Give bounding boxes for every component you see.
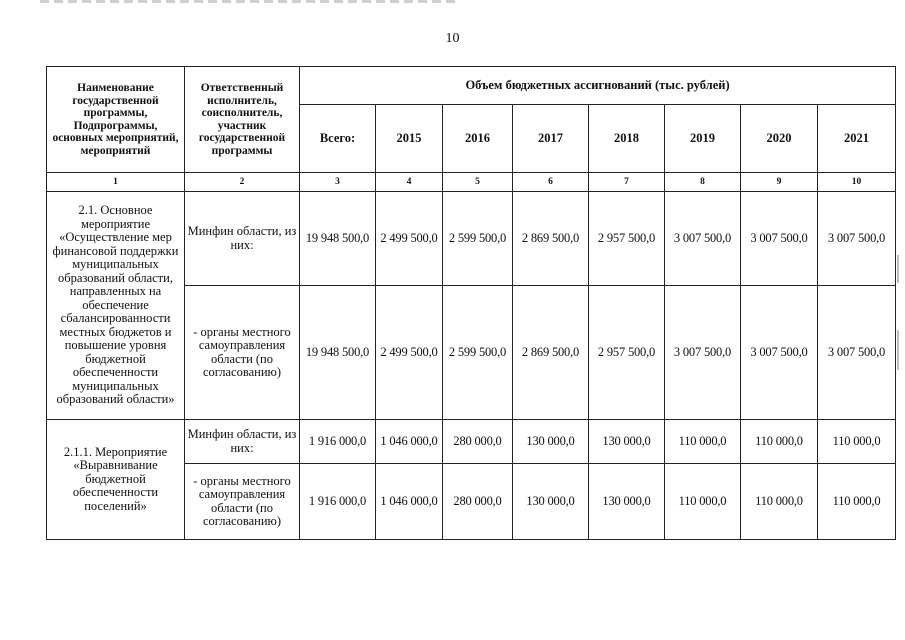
index-cell: 8 — [665, 173, 741, 192]
header-year: 2017 — [513, 105, 589, 173]
responsible-cell: Минфин области, из них: — [185, 420, 300, 464]
header-responsible: Ответственный исполнитель, соисполнитель, участник государственной программы — [185, 67, 300, 173]
scan-artifact — [40, 0, 460, 3]
value-cell: 1 916 000,0 — [300, 464, 376, 540]
scan-artifact — [897, 255, 899, 283]
value-cell: 130 000,0 — [589, 464, 665, 540]
index-cell: 9 — [741, 173, 818, 192]
responsible-cell: - органы местного самоуправления области (по согласованию) — [185, 464, 300, 540]
responsible-cell: Минфин области, из них: — [185, 192, 300, 286]
header-row — [47, 67, 896, 105]
index-cell: 1 — [47, 173, 185, 192]
value-cell: 130 000,0 — [513, 464, 589, 540]
value-cell: 280 000,0 — [443, 464, 513, 540]
index-cell: 6 — [513, 173, 589, 192]
value-cell: 2 499 500,0 — [376, 192, 443, 286]
value-cell: 130 000,0 — [513, 420, 589, 464]
scan-artifact — [897, 330, 899, 370]
header-year: 2020 — [741, 105, 818, 173]
header-total: Всего: — [300, 105, 376, 173]
responsible-cell: - органы местного самоуправления области (по согласованию) — [185, 286, 300, 420]
value-cell: 110 000,0 — [665, 420, 741, 464]
value-cell: 2 869 500,0 — [513, 286, 589, 420]
header-budget: Объем бюджетных ассигнований (тыс. рублей) — [300, 67, 896, 105]
header-name: Наименование государственной программы, Подпрограммы, основных мероприятий, мероприятий — [47, 67, 185, 173]
index-cell: 7 — [589, 173, 665, 192]
value-cell: 2 599 500,0 — [443, 286, 513, 420]
value-cell: 3 007 500,0 — [741, 192, 818, 286]
table-row — [47, 420, 896, 464]
index-row — [47, 173, 896, 192]
value-cell: 19 948 500,0 — [300, 192, 376, 286]
header-year: 2021 — [818, 105, 896, 173]
activity-name: 2.1. Основное мероприятие «Осуществление мер финансовой поддержки муниципальных образований области, направленных на обеспечение сбалансированности местных бюджетов и повышение уровня бюджетной обеспеченности муниципальных образований области» — [47, 192, 185, 420]
value-cell: 110 000,0 — [818, 464, 896, 540]
value-cell: 19 948 500,0 — [300, 286, 376, 420]
index-cell: 3 — [300, 173, 376, 192]
page-number: 10 — [445, 31, 460, 46]
value-cell: 110 000,0 — [818, 420, 896, 464]
value-cell: 3 007 500,0 — [818, 286, 896, 420]
value-cell: 110 000,0 — [741, 420, 818, 464]
value-cell: 3 007 500,0 — [818, 192, 896, 286]
value-cell: 2 599 500,0 — [443, 192, 513, 286]
value-cell: 1 916 000,0 — [300, 420, 376, 464]
index-cell: 4 — [376, 173, 443, 192]
index-cell: 2 — [185, 173, 300, 192]
value-cell: 2 957 500,0 — [589, 286, 665, 420]
value-cell: 1 046 000,0 — [376, 420, 443, 464]
header-year: 2019 — [665, 105, 741, 173]
value-cell: 3 007 500,0 — [665, 192, 741, 286]
budget-table — [46, 66, 896, 540]
index-cell: 10 — [818, 173, 896, 192]
activity-name: 2.1.1. Мероприятие «Выравнивание бюджетной обеспеченности поселений» — [47, 420, 185, 540]
header-year: 2015 — [376, 105, 443, 173]
table-row — [47, 192, 896, 286]
value-cell: 110 000,0 — [665, 464, 741, 540]
value-cell: 2 499 500,0 — [376, 286, 443, 420]
value-cell: 3 007 500,0 — [665, 286, 741, 420]
value-cell: 110 000,0 — [741, 464, 818, 540]
value-cell: 2 957 500,0 — [589, 192, 665, 286]
value-cell: 280 000,0 — [443, 420, 513, 464]
value-cell: 3 007 500,0 — [741, 286, 818, 420]
value-cell: 2 869 500,0 — [513, 192, 589, 286]
header-year: 2016 — [443, 105, 513, 173]
value-cell: 130 000,0 — [589, 420, 665, 464]
value-cell: 1 046 000,0 — [376, 464, 443, 540]
header-year: 2018 — [589, 105, 665, 173]
index-cell: 5 — [443, 173, 513, 192]
